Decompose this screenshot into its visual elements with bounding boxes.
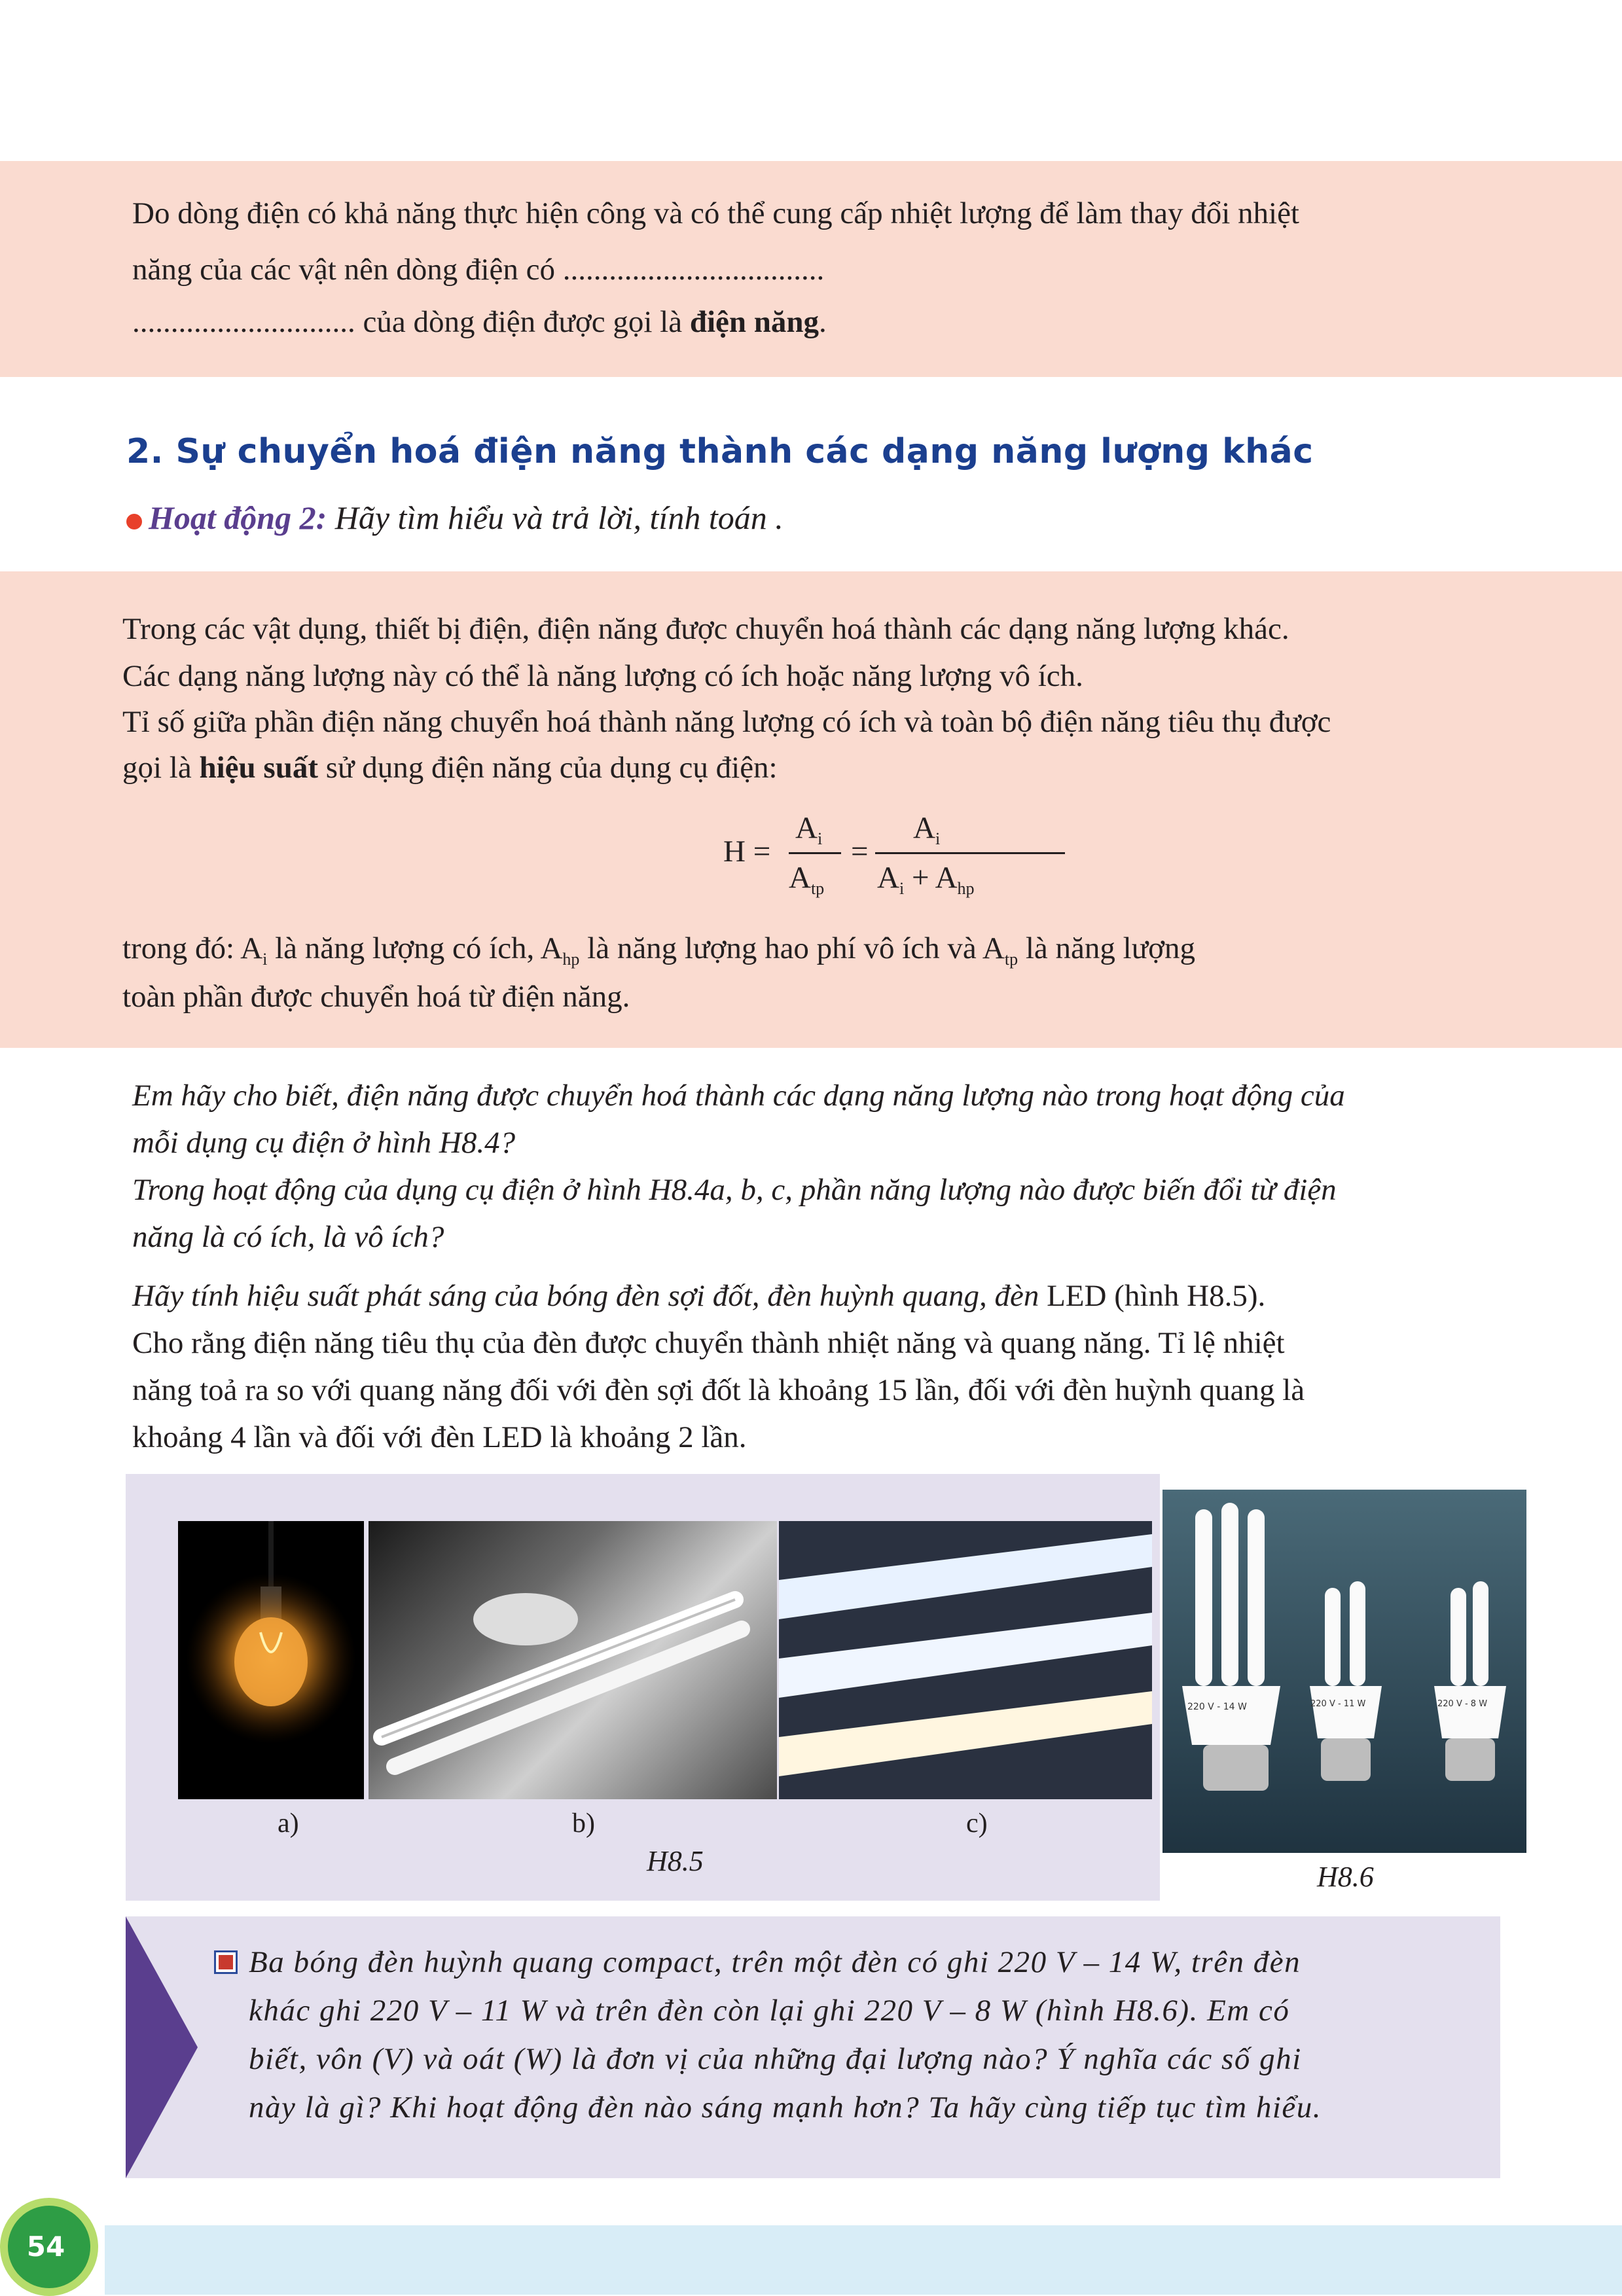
fluorescent-tube-icon — [369, 1521, 777, 1799]
question-2-line-2: năng là có ích, là vô ích? — [132, 1220, 444, 1254]
formula-den1-a: A — [789, 861, 811, 895]
footer-bar — [105, 2225, 1622, 2295]
formula-num1 — [795, 810, 822, 849]
square-bullet-icon — [216, 1952, 236, 1972]
eff-line-5 — [122, 929, 1195, 979]
caption-c: c) — [966, 1808, 988, 1839]
formula-eq: = — [851, 834, 869, 869]
cfl-bulb-icon — [1162, 1490, 1526, 1853]
eff-line-2: Các dạng năng lượng này có thể là năng lượng có ích hoặc năng lượng vô ích. — [122, 659, 1083, 693]
eff-line-4 — [122, 748, 778, 787]
led-tube-icon — [779, 1521, 1152, 1799]
formula-den1-sub: tp — [810, 879, 825, 898]
sub-tp: tp — [1004, 950, 1018, 969]
figure-label-h86: H8.6 — [1317, 1861, 1374, 1893]
formula-num1-a: A — [795, 811, 818, 845]
eff-line-5-c: là năng lượng hao phí vô ích và A — [579, 931, 1005, 965]
intro-box — [0, 161, 1622, 377]
caption-b: b) — [572, 1808, 595, 1839]
formula-num2 — [913, 810, 940, 849]
intro-line-3-text: của dòng điện được gọi là — [355, 305, 690, 339]
photo-incandescent-bulb — [178, 1521, 364, 1799]
activity-label: Hoạt động 2: — [149, 499, 327, 536]
incandescent-bulb-icon — [178, 1521, 364, 1799]
question-3-upright: LED (hình H8.5). — [1047, 1279, 1266, 1313]
formula-den1 — [789, 860, 824, 899]
eff-line-5-b: là năng lượng có ích, A — [267, 931, 563, 965]
question-3-line-3: năng toả ra so với quang năng đối với đèn sợi đốt là khoảng 15 lần, đối với đèn huỳnh quang là — [132, 1373, 1305, 1407]
figure-label-h85: H8.5 — [647, 1845, 704, 1877]
photo-cfl-bulbs — [1162, 1490, 1526, 1853]
fraction-bar-2 — [875, 852, 1065, 854]
intro-line-3-end: . — [819, 305, 827, 339]
intro-line-2: năng của các vật nên dòng điện có .................................. — [132, 253, 825, 287]
note-line-1: Ba bóng đèn huỳnh quang compact, trên một đèn có ghi 220 V – 14 W, trên đèn — [249, 1945, 1301, 1979]
activity-text: Hãy tìm hiểu và trả lời, tính toán . — [327, 499, 784, 536]
intro-line-3 — [132, 302, 827, 342]
formula-lhs: H = — [723, 834, 771, 869]
note-line-4: này là gì? Khi hoạt động đèn nào sáng mạnh hơn? Ta hãy cùng tiếp tục tìm hiểu. — [249, 2090, 1322, 2125]
efficiency-box — [0, 571, 1622, 1048]
efficiency-formula — [723, 810, 1090, 908]
cfl-label-14w: 220 V - 14 W — [1187, 1702, 1247, 1712]
formula-num2-a: A — [913, 811, 935, 845]
cfl-label-11w: 220 V - 11 W — [1310, 1699, 1366, 1709]
arrow-marker-icon — [126, 1916, 204, 2178]
formula-den2-plus: + A — [904, 861, 958, 895]
question-3-line-1 — [132, 1276, 1265, 1316]
formula-den2-a: A — [877, 861, 899, 895]
fill-blank-dots: ............................. — [132, 305, 355, 339]
question-1-line-2: mỗi dụng cụ điện ở hình H8.4? — [132, 1126, 516, 1160]
photo-led-tubes — [779, 1521, 1152, 1799]
question-2-line-1: Trong hoạt động của dụng cụ điện ở hình H8.4a, b, c, phần năng lượng nào được biến đổi từ điện — [132, 1173, 1337, 1207]
note-line-3: biết, vôn (V) và oát (W) là đơn vị của những đại lượng nào? Ý nghĩa các số ghi — [249, 2042, 1302, 2076]
note-line-2: khác ghi 220 V – 11 W và trên đèn còn lại ghi 220 V – 8 W (hình H8.6). Em có — [249, 1994, 1290, 2028]
activity-line — [126, 499, 784, 537]
sub-i: i — [262, 950, 268, 969]
section-heading: 2. Sự chuyển hoá điện năng thành các dạng năng lượng khác — [126, 432, 1314, 471]
formula-num1-sub: i — [817, 829, 823, 848]
question-1-line-1: Em hãy cho biết, điện năng được chuyển hoá thành các dạng năng lượng nào trong hoạt động của — [132, 1079, 1345, 1113]
formula-num2-sub: i — [935, 829, 941, 848]
caption-a: a) — [278, 1808, 299, 1839]
formula-den2-a-sub: i — [899, 879, 905, 898]
sub-hp: hp — [562, 950, 580, 969]
term-dien-nang: điện năng — [689, 305, 820, 339]
question-3-line-2: Cho rằng điện năng tiêu thụ của đèn được chuyển thành nhiệt năng và quang năng. Tỉ lệ nhiệt — [132, 1326, 1285, 1360]
eff-line-6: toàn phần được chuyển hoá từ điện năng. — [122, 980, 630, 1014]
formula-den2-b-sub: hp — [957, 879, 975, 898]
page-number: 54 — [26, 2231, 65, 2263]
eff-line-3: Tỉ số giữa phần điện năng chuyển hoá thành năng lượng có ích và toàn bộ điện năng tiêu thụ được — [122, 705, 1331, 739]
cfl-label-8w: 220 V - 8 W — [1437, 1699, 1488, 1709]
question-3-italic: Hãy tính hiệu suất phát sáng của bóng đèn sợi đốt, đèn huỳnh quang, đèn — [132, 1279, 1047, 1313]
eff-line-4-pre: gọi là — [122, 751, 200, 785]
eff-line-5-a: trong đó: A — [122, 931, 263, 965]
eff-line-1: Trong các vật dụng, thiết bị điện, điện năng được chuyển hoá thành các dạng năng lượng khác. — [122, 612, 1289, 646]
eff-line-4-post: sử dụng điện năng của dụng cụ điện: — [318, 751, 778, 785]
term-hieu-suat: hiệu suất — [199, 751, 319, 785]
bullet-dot-icon — [126, 514, 142, 529]
intro-line-1: Do dòng điện có khả năng thực hiện công và có thể cung cấp nhiệt lượng để làm thay đổi nhiệt — [132, 196, 1299, 230]
photo-fluorescent-fixture — [369, 1521, 777, 1799]
question-3-line-4: khoảng 4 lần và đối với đèn LED là khoảng 2 lần. — [132, 1420, 747, 1454]
fraction-bar-1 — [789, 852, 841, 854]
formula-den2 — [877, 860, 975, 899]
eff-line-5-d: là năng lượng — [1018, 931, 1196, 965]
